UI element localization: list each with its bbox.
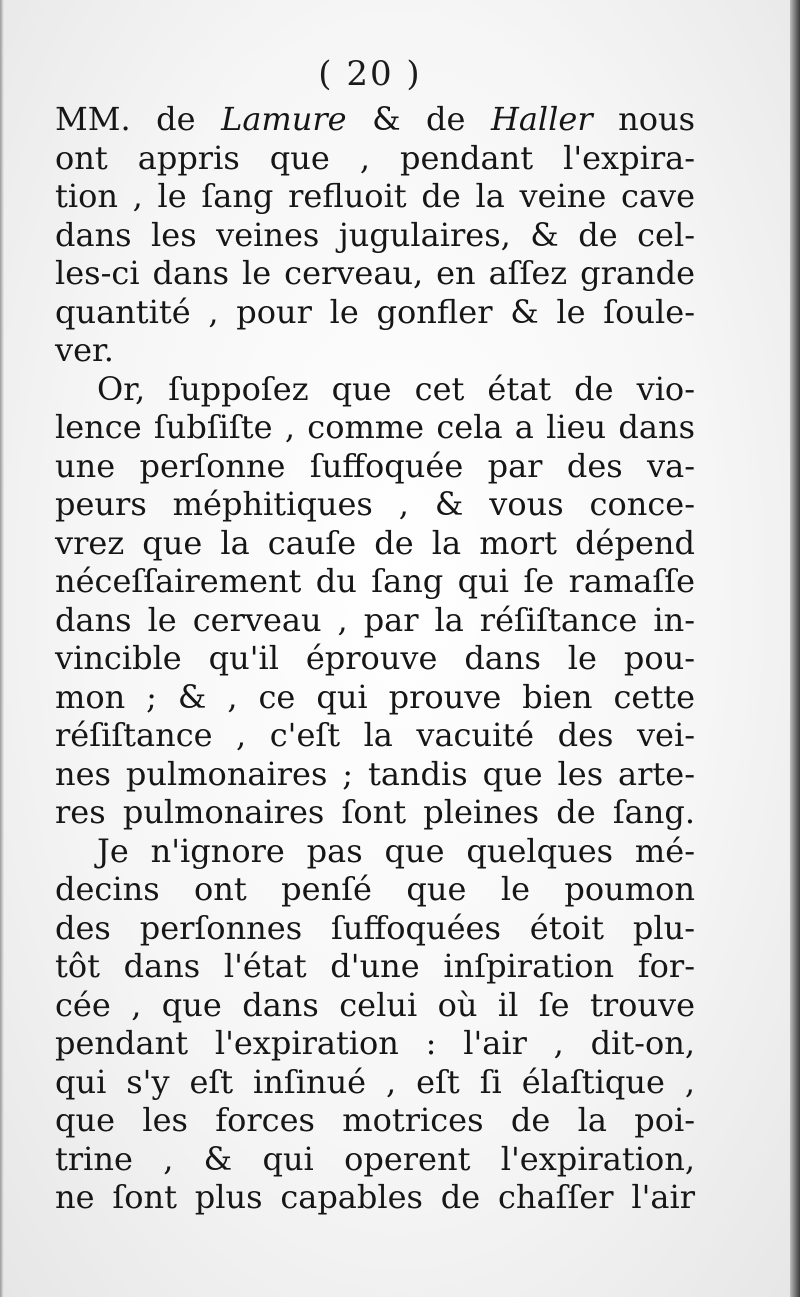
text-line-8: Or, ſuppoſez que cet état de vio- [97, 369, 695, 408]
text-line-4: dans les veines jugulaires, & de cel- [55, 215, 695, 254]
text-line-29: ne ſont plus capables de chaſſer l'air [55, 1178, 695, 1216]
text-line-12: vrez que la cauſe de la mort dépend [55, 523, 695, 562]
page-number: ( 20 ) [318, 54, 422, 94]
text-line-21: decins ont penſé que le poumon [55, 870, 695, 908]
text-line-6: quantité , pour le gonfler & le ſoule- [55, 292, 695, 331]
text-line-19: res pulmonaires ſont pleines de ſang. [55, 793, 695, 831]
text-line-14: dans le cerveau , par la réſiſtance in- [55, 600, 695, 639]
text-line-11: peurs méphitiques , & vous conce- [55, 485, 695, 523]
text-line-13: néceſſairement du ſang qui ſe ramaſſe [55, 562, 695, 600]
text-line-1: MM. de Lamure & de Haller nous [55, 100, 696, 138]
text-line-18: nes pulmonaires ; tandis que les arte- [55, 754, 695, 793]
text-line-27: que les forces motrices de la poi- [55, 1101, 695, 1139]
body-text [55, 100, 695, 1217]
text-line-15: vincible qu'il éprouve dans le pou- [55, 639, 695, 677]
text-line-26: qui s'y eſt inſinué , eſt ſi élaſtique , [55, 1062, 695, 1101]
text-line-22: des perſonnes ſuffoquées étoit plu- [55, 908, 695, 947]
text-line-9: lence ſubſiſte , comme cela a lieu dans [55, 408, 695, 446]
text-line-28: trine , & qui operent l'expiration, [55, 1139, 695, 1178]
text-line-23: tôt dans l'état d'une inſpiration for- [55, 947, 695, 985]
text-line-17: réſiſtance , c'eſt la vacuité des vei- [55, 716, 695, 754]
page-right-edge [790, 0, 800, 1297]
text-line-5: les-ci dans le cerveau, en aſſez grande [55, 254, 695, 292]
page-left-edge [0, 0, 4, 1297]
text-line-3: tion , le ſang refluoit de la veine cave [55, 177, 695, 215]
text-line-7: ver. [55, 331, 114, 369]
text-line-20: Je n'ignore pas que quelques mé- [97, 831, 695, 870]
text-line-24: cée , que dans celui où il ſe trouve [55, 985, 695, 1024]
text-line-16: mon ; & , ce qui prouve bien cette [55, 677, 695, 716]
text-line-2: ont appris que , pendant l'expira- [55, 138, 695, 177]
text-line-10: une perſonne ſuffoquée par des va- [55, 446, 695, 485]
text-line-25: pendant l'expiration : l'air , dit-on, [55, 1024, 695, 1062]
